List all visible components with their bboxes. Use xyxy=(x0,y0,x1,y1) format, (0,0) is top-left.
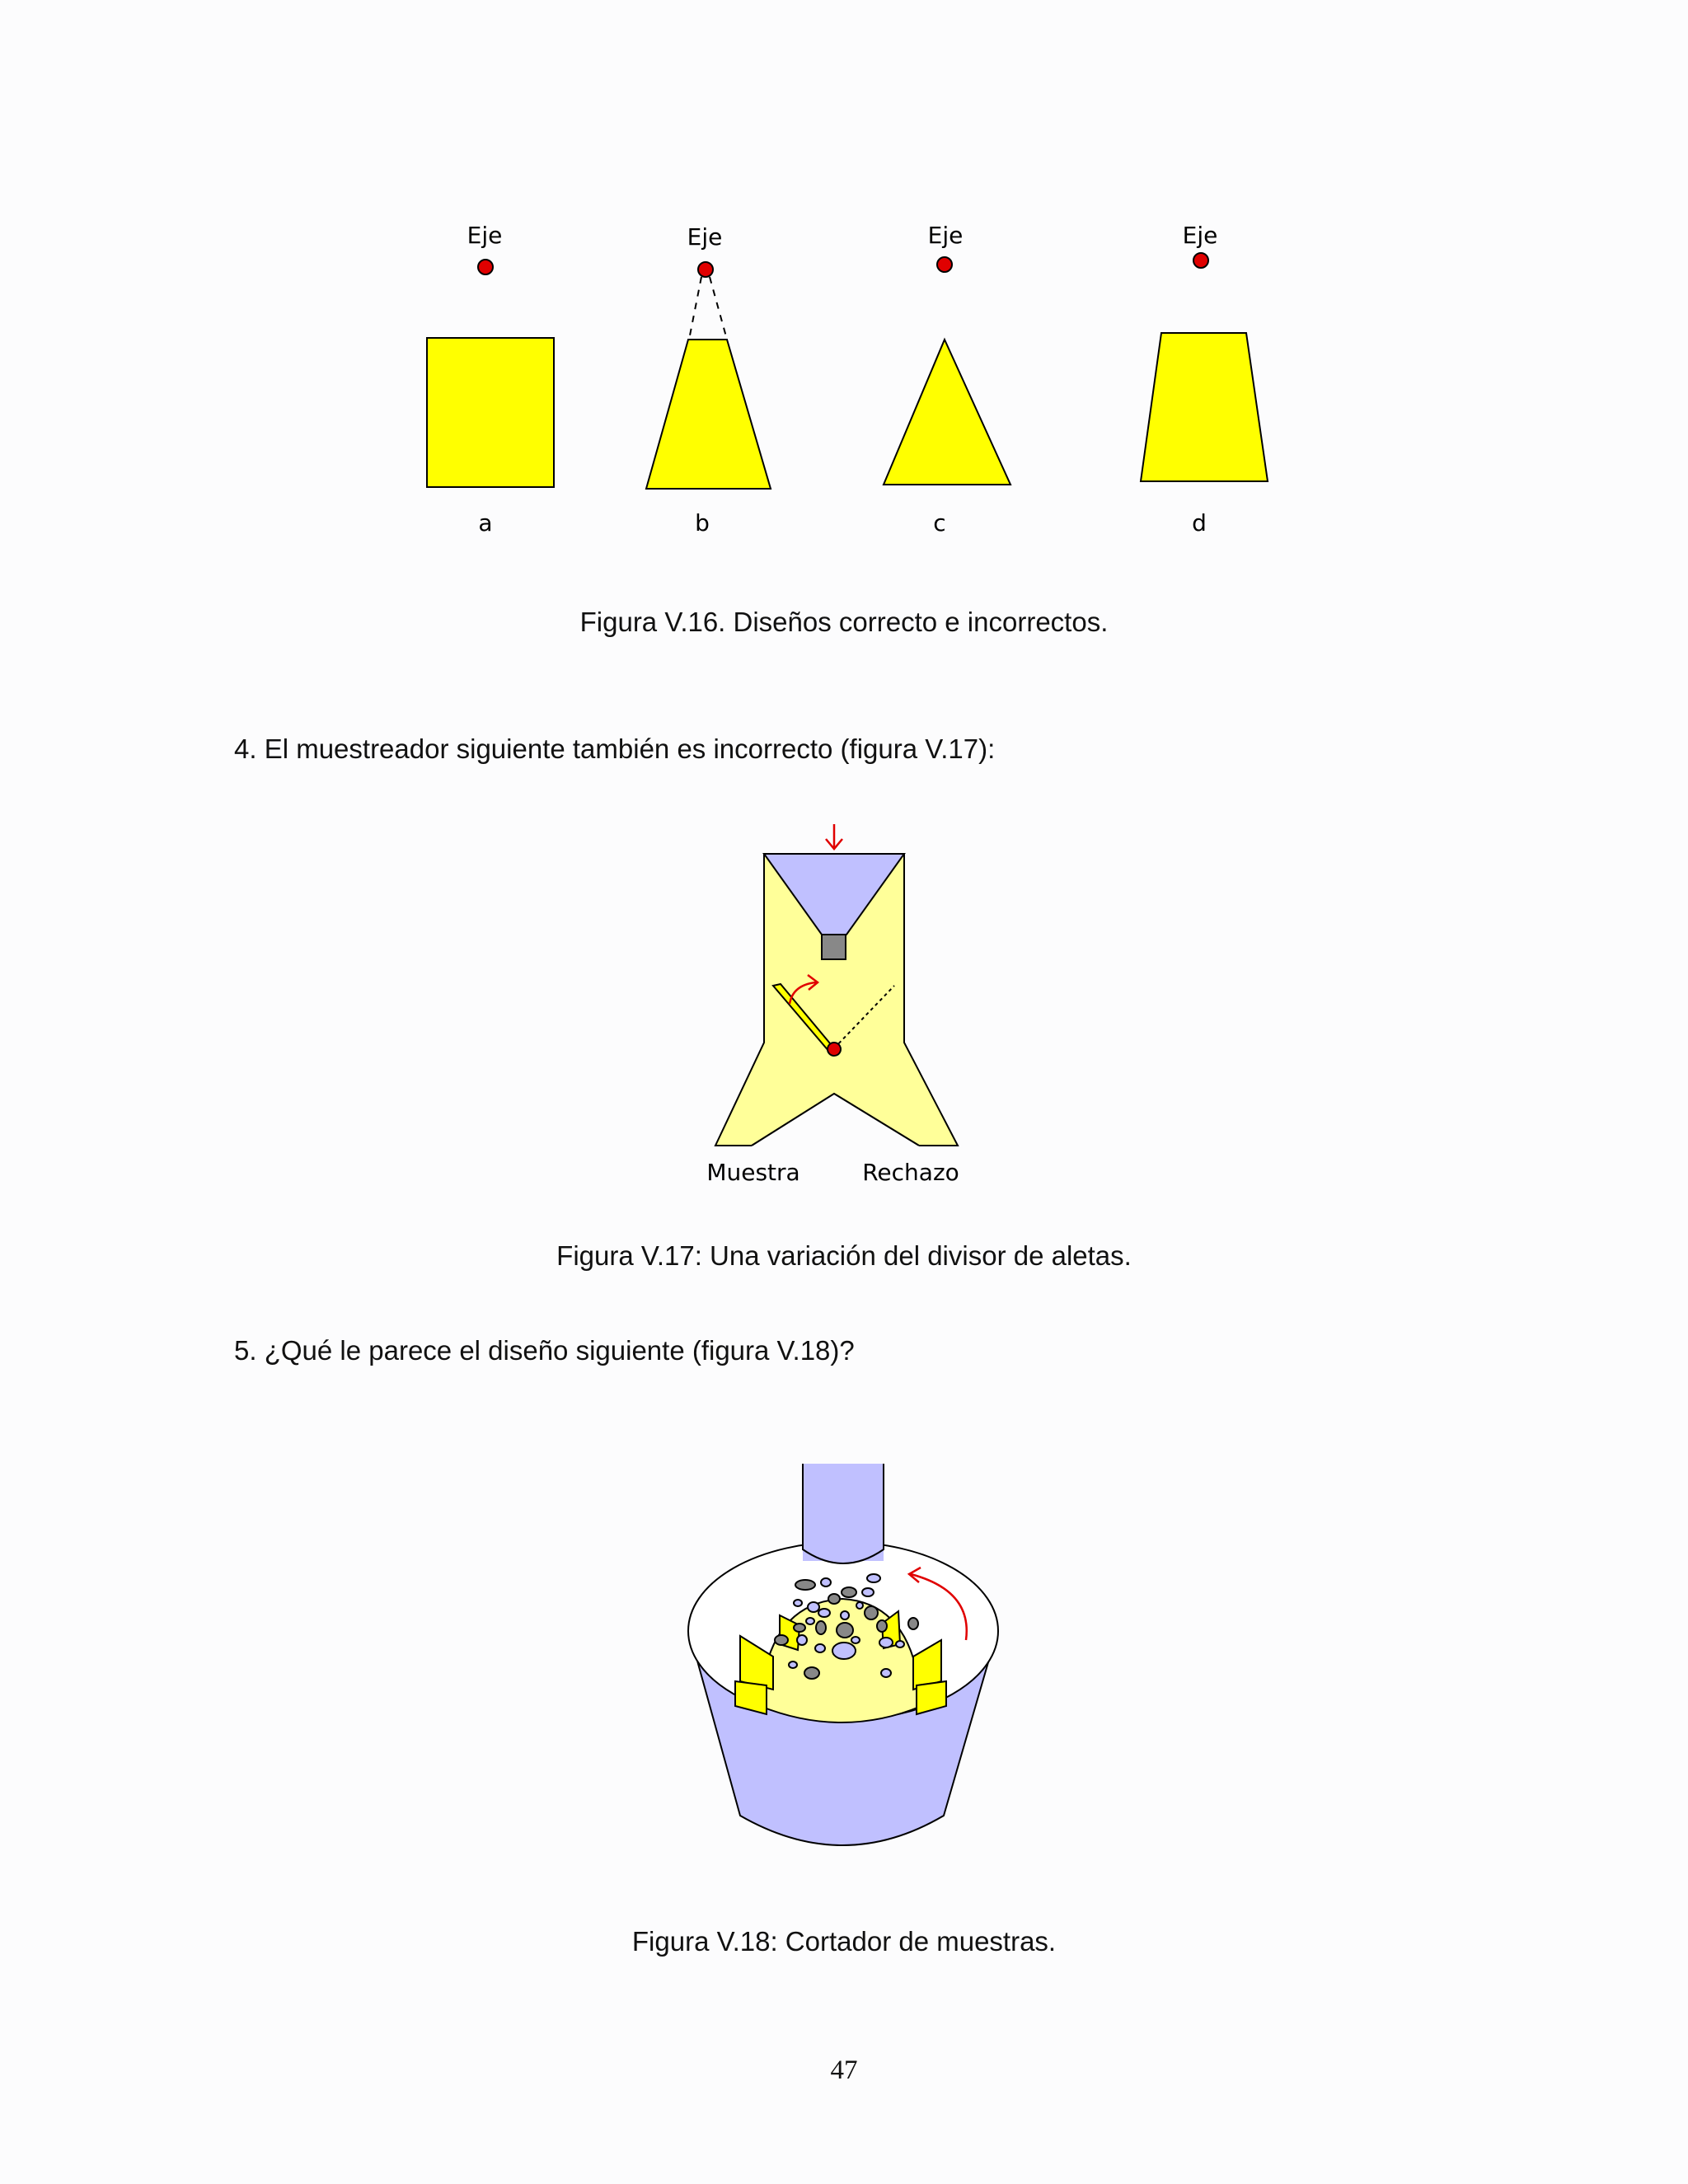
panel-c xyxy=(884,222,1010,537)
axis-point-a xyxy=(478,260,493,274)
paragraph-4: 4. El muestreador siguiente también es incorrecto (figura V.17): xyxy=(234,733,996,764)
hopper-outlet xyxy=(822,935,846,959)
figure-18 xyxy=(0,1451,1688,1854)
panel-a xyxy=(427,222,554,537)
axis-point-b xyxy=(698,262,713,277)
figure-16-caption: Figura V.16. Diseños correcto e incorrectos. xyxy=(579,607,1109,637)
panel-b xyxy=(646,223,771,537)
eje-label-d: Eje xyxy=(1182,222,1218,249)
paragraph-5: 5. ¿Qué le parece el diseño siguiente (figura V.18)? xyxy=(234,1335,855,1366)
eje-label-b: Eje xyxy=(687,223,723,251)
panel-label-c: c xyxy=(933,509,946,537)
label-muestra: Muestra xyxy=(706,1159,800,1186)
pivot-point xyxy=(828,1043,841,1056)
page-number: 47 xyxy=(830,2055,858,2085)
truncated-triangle-shape-b xyxy=(646,340,771,489)
figure-16 xyxy=(0,206,1688,552)
rectangle-shape-a xyxy=(427,338,554,487)
panel-label-b: b xyxy=(695,509,710,537)
figure-18-caption: Figura V.18: Cortador de muestras. xyxy=(631,1926,1057,1957)
dotted-extension-left xyxy=(689,277,701,340)
eje-label-a: Eje xyxy=(467,222,503,249)
eje-label-c: Eje xyxy=(927,222,964,249)
figure-17 xyxy=(0,816,1688,1195)
figure-17-caption: Figura V.17: Una variación del divisor de aletas. xyxy=(556,1240,1132,1271)
axis-point-d xyxy=(1193,253,1208,268)
label-rechazo: Rechazo xyxy=(862,1159,959,1186)
feed-arrow-icon xyxy=(826,824,842,849)
panel-label-d: d xyxy=(1192,509,1207,537)
triangle-shape-c xyxy=(884,340,1010,485)
axis-point-c xyxy=(937,257,952,272)
panel-d xyxy=(1141,222,1268,537)
panel-label-a: a xyxy=(478,509,493,537)
dotted-extension-right xyxy=(710,277,727,340)
trapezoid-shape-d xyxy=(1141,333,1268,481)
